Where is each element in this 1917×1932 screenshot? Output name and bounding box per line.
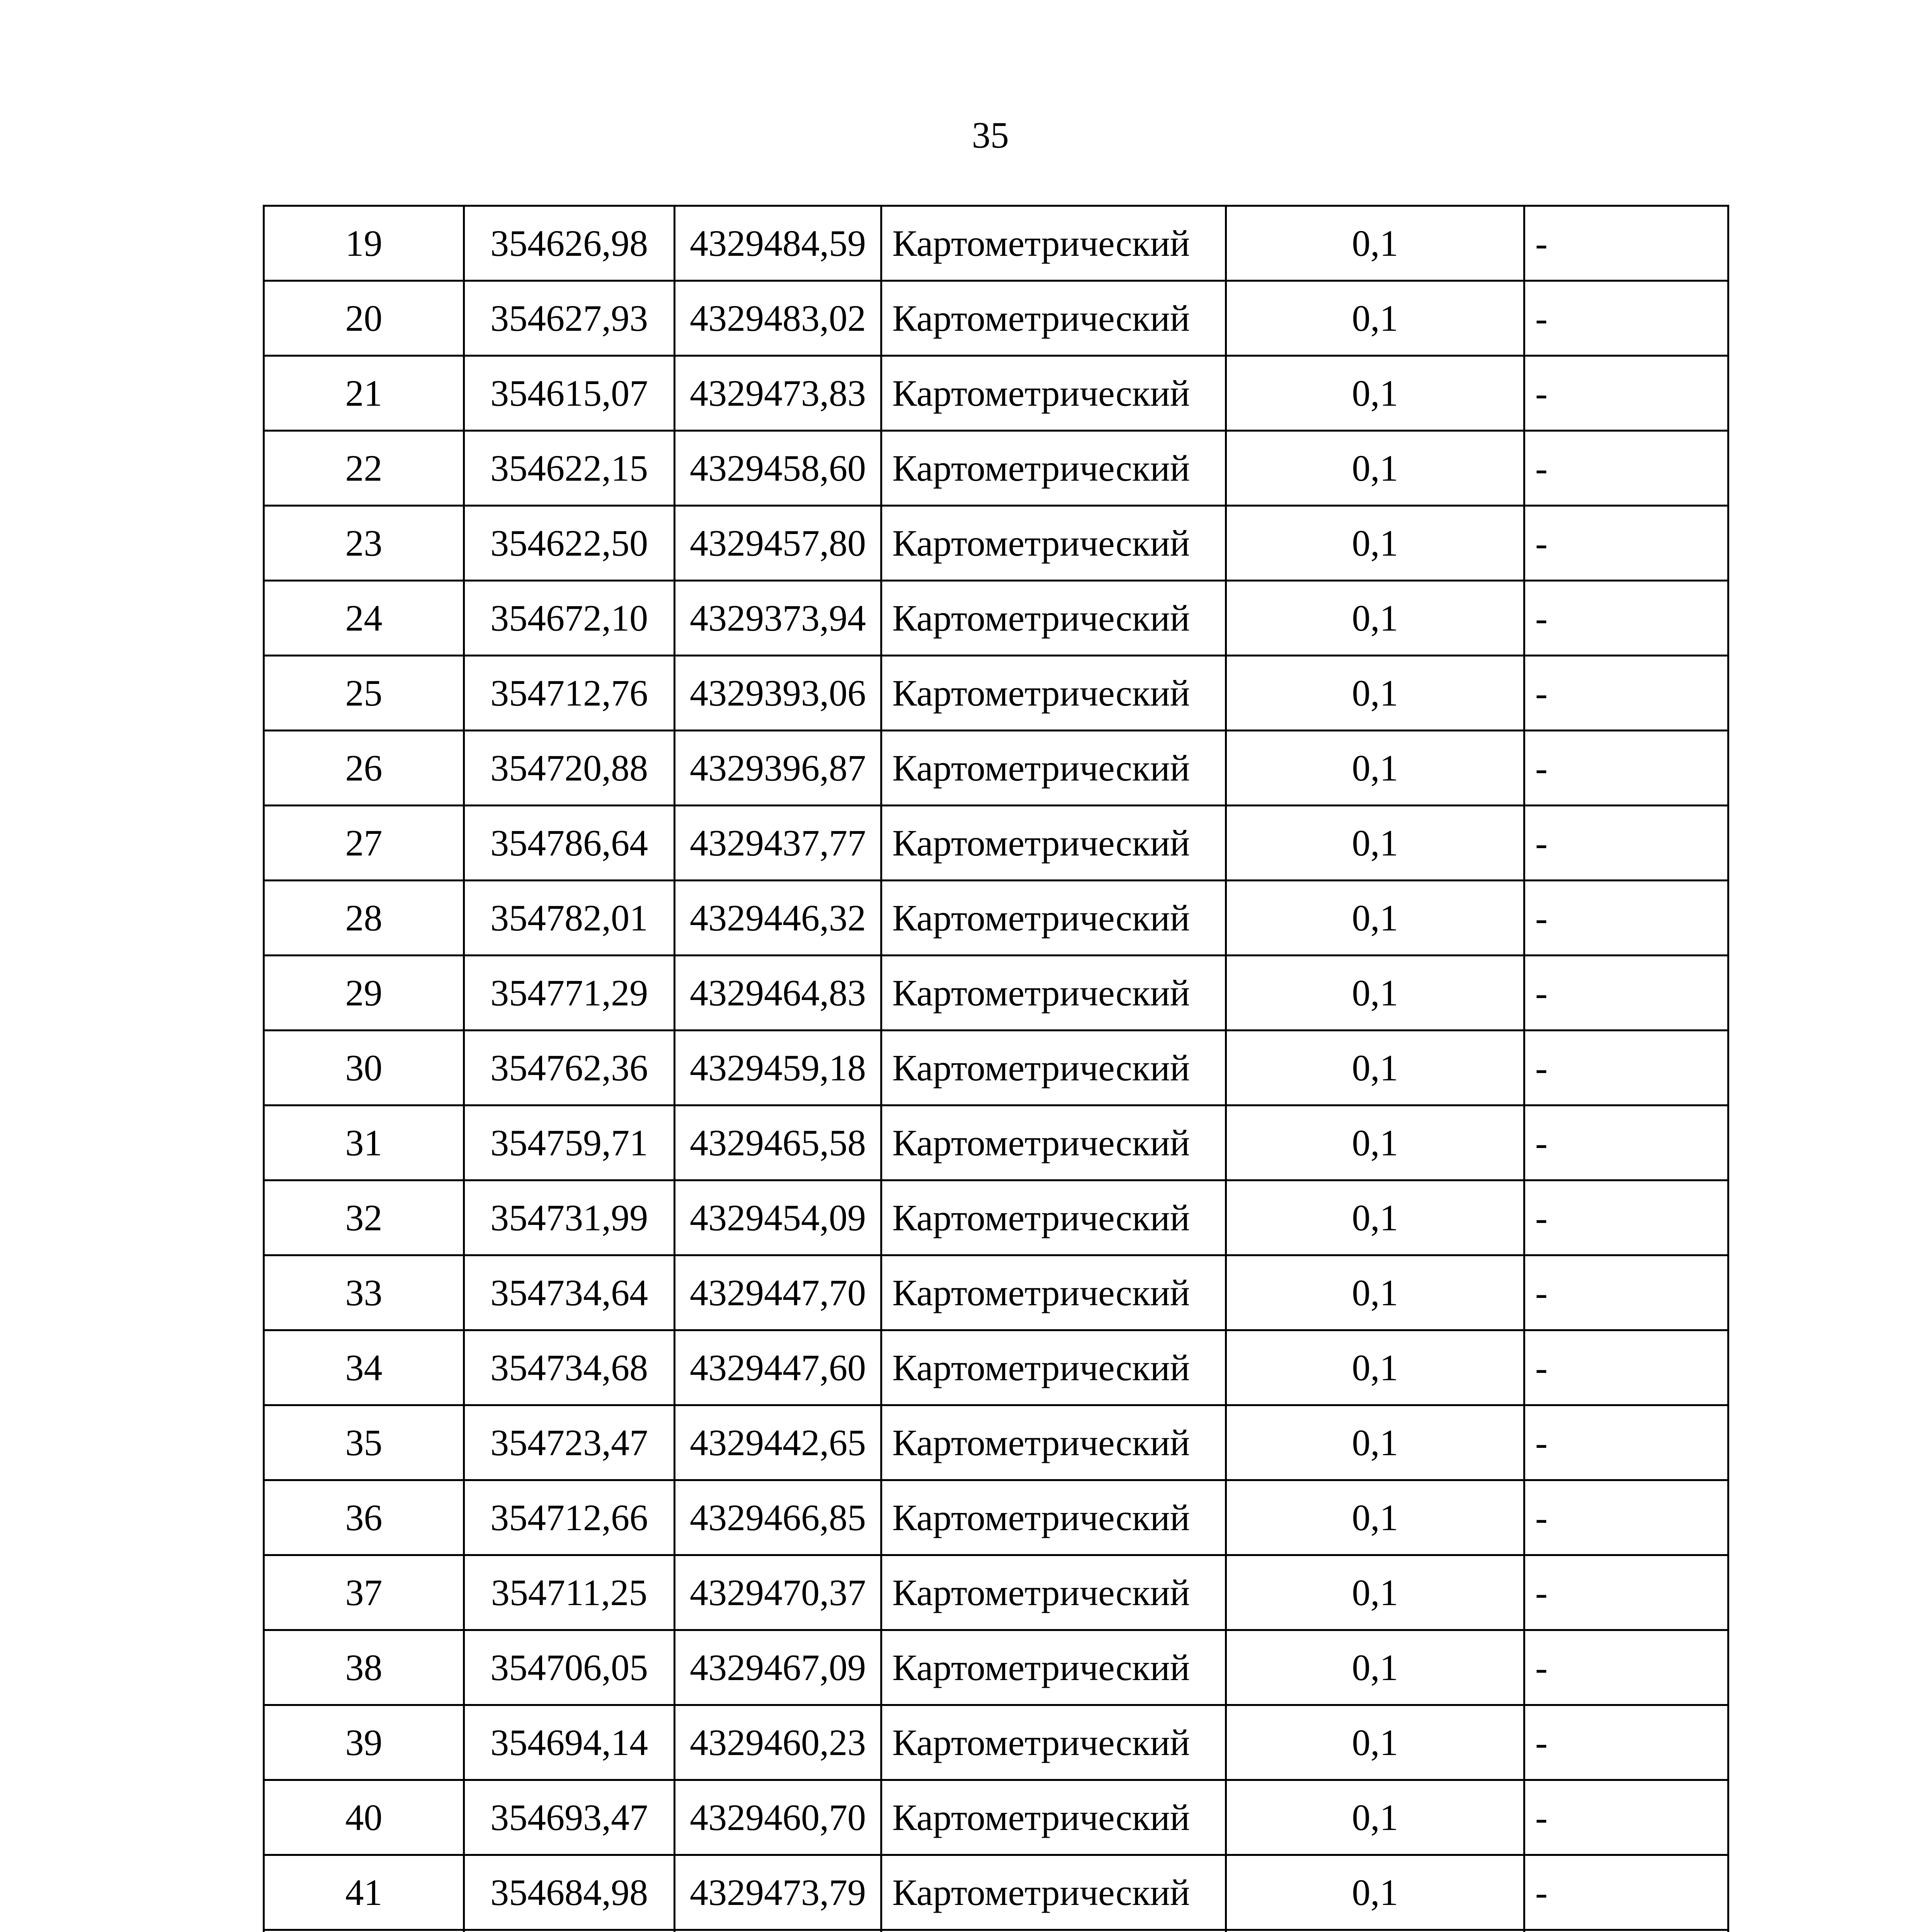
x-coordinate-cell: 354734,64 <box>464 1255 675 1330</box>
x-coordinate-cell: 354693,47 <box>464 1780 675 1855</box>
x-coordinate-cell: 354626,98 <box>464 206 675 281</box>
x-coordinate-cell: 354694,14 <box>464 1705 675 1780</box>
method-cell: Картометрический <box>881 881 1226 956</box>
accuracy-cell: 0,1 <box>1226 1855 1524 1930</box>
y-coordinate-cell: 4329446,32 <box>675 881 881 956</box>
x-coordinate-cell: 354771,29 <box>464 956 675 1031</box>
point-number-cell: 21 <box>264 356 464 431</box>
y-coordinate-cell: 4329393,06 <box>675 656 881 731</box>
table-row <box>264 506 1728 581</box>
description-cell: - <box>1524 1780 1728 1855</box>
table-row <box>264 356 1728 431</box>
accuracy-cell: 0,1 <box>1226 431 1524 506</box>
table-row <box>264 1330 1728 1405</box>
coordinates-table <box>263 205 1729 1932</box>
table-row <box>264 806 1728 881</box>
description-cell: - <box>1524 581 1728 656</box>
y-coordinate-cell: 4329437,77 <box>675 806 881 881</box>
method-cell: Картометрический <box>881 1480 1226 1555</box>
table-row <box>264 1031 1728 1105</box>
page-number: 35 <box>972 114 1009 156</box>
method-cell: Картометрический <box>881 956 1226 1031</box>
x-coordinate-cell: 354782,01 <box>464 881 675 956</box>
description-cell: - <box>1524 1405 1728 1480</box>
method-cell: Картометрический <box>881 581 1226 656</box>
y-coordinate-cell: 4329460,23 <box>675 1705 881 1780</box>
description-cell <box>1524 1930 1728 1932</box>
x-coordinate-cell: 354627,93 <box>464 281 675 356</box>
point-number-cell: 22 <box>264 431 464 506</box>
method-cell: Картометрический <box>881 1105 1226 1180</box>
table-row <box>264 1480 1728 1555</box>
table-row <box>264 1405 1728 1480</box>
description-cell: - <box>1524 956 1728 1031</box>
point-number-cell: 31 <box>264 1105 464 1180</box>
method-cell: Картометрический <box>881 731 1226 806</box>
accuracy-cell: 0,1 <box>1226 1180 1524 1255</box>
accuracy-cell: 0,1 <box>1226 1630 1524 1705</box>
accuracy-cell: 0,1 <box>1226 281 1524 356</box>
point-number-cell: 19 <box>264 206 464 281</box>
accuracy-cell: 0,1 <box>1226 206 1524 281</box>
accuracy-cell: 0,1 <box>1226 1480 1524 1555</box>
description-cell: - <box>1524 1480 1728 1555</box>
x-coordinate-cell: 354672,10 <box>464 581 675 656</box>
point-number-cell: 28 <box>264 881 464 956</box>
point-number-cell: 20 <box>264 281 464 356</box>
y-coordinate-cell <box>675 1930 881 1932</box>
x-coordinate-cell <box>464 1930 675 1932</box>
method-cell <box>881 1930 1226 1932</box>
method-cell: Картометрический <box>881 1031 1226 1105</box>
point-number-cell: 26 <box>264 731 464 806</box>
x-coordinate-cell: 354706,05 <box>464 1630 675 1705</box>
table-row <box>264 1105 1728 1180</box>
x-coordinate-cell: 354762,36 <box>464 1031 675 1105</box>
accuracy-cell: 0,1 <box>1226 1330 1524 1405</box>
method-cell: Картометрический <box>881 281 1226 356</box>
description-cell: - <box>1524 1180 1728 1255</box>
table-row <box>264 881 1728 956</box>
accuracy-cell: 0,1 <box>1226 806 1524 881</box>
accuracy-cell: 0,1 <box>1226 1105 1524 1180</box>
method-cell: Картометрический <box>881 356 1226 431</box>
accuracy-cell: 0,1 <box>1226 656 1524 731</box>
table-row <box>264 1930 1728 1932</box>
description-cell: - <box>1524 356 1728 431</box>
x-coordinate-cell: 354720,88 <box>464 731 675 806</box>
x-coordinate-cell: 354684,98 <box>464 1855 675 1930</box>
accuracy-cell: 0,1 <box>1226 356 1524 431</box>
method-cell: Картометрический <box>881 1255 1226 1330</box>
table-row <box>264 656 1728 731</box>
point-number-cell: 35 <box>264 1405 464 1480</box>
y-coordinate-cell: 4329473,79 <box>675 1855 881 1930</box>
table-row <box>264 1780 1728 1855</box>
accuracy-cell: 0,1 <box>1226 1780 1524 1855</box>
description-cell: - <box>1524 1555 1728 1630</box>
point-number-cell: 32 <box>264 1180 464 1255</box>
accuracy-cell: 0,1 <box>1226 506 1524 581</box>
table-row <box>264 1630 1728 1705</box>
description-cell: - <box>1524 431 1728 506</box>
description-cell: - <box>1524 206 1728 281</box>
accuracy-cell: 0,1 <box>1226 731 1524 806</box>
x-coordinate-cell: 354711,25 <box>464 1555 675 1630</box>
accuracy-cell: 0,1 <box>1226 581 1524 656</box>
point-number-cell: 37 <box>264 1555 464 1630</box>
accuracy-cell: 0,1 <box>1226 1405 1524 1480</box>
description-cell: - <box>1524 1330 1728 1405</box>
y-coordinate-cell: 4329464,83 <box>675 956 881 1031</box>
y-coordinate-cell: 4329483,02 <box>675 281 881 356</box>
y-coordinate-cell: 4329467,09 <box>675 1630 881 1705</box>
point-number-cell: 23 <box>264 506 464 581</box>
description-cell: - <box>1524 731 1728 806</box>
table-row <box>264 1855 1728 1930</box>
point-number-cell: 40 <box>264 1780 464 1855</box>
y-coordinate-cell: 4329396,87 <box>675 731 881 806</box>
x-coordinate-cell: 354786,64 <box>464 806 675 881</box>
point-number-cell: 39 <box>264 1705 464 1780</box>
y-coordinate-cell: 4329458,60 <box>675 431 881 506</box>
point-number-cell <box>264 1930 464 1932</box>
y-coordinate-cell: 4329460,70 <box>675 1780 881 1855</box>
accuracy-cell: 0,1 <box>1226 956 1524 1031</box>
description-cell: - <box>1524 1855 1728 1930</box>
method-cell: Картометрический <box>881 1705 1226 1780</box>
table-body <box>264 206 1728 1932</box>
point-number-cell: 29 <box>264 956 464 1031</box>
y-coordinate-cell: 4329454,09 <box>675 1180 881 1255</box>
table-row <box>264 281 1728 356</box>
point-number-cell: 38 <box>264 1630 464 1705</box>
y-coordinate-cell: 4329484,59 <box>675 206 881 281</box>
x-coordinate-cell: 354759,71 <box>464 1105 675 1180</box>
description-cell: - <box>1524 881 1728 956</box>
table-row <box>264 431 1728 506</box>
table-row <box>264 1555 1728 1630</box>
table-row <box>264 956 1728 1031</box>
y-coordinate-cell: 4329447,60 <box>675 1330 881 1405</box>
point-number-cell: 33 <box>264 1255 464 1330</box>
accuracy-cell: 0,1 <box>1226 881 1524 956</box>
description-cell: - <box>1524 656 1728 731</box>
x-coordinate-cell: 354622,15 <box>464 431 675 506</box>
y-coordinate-cell: 4329373,94 <box>675 581 881 656</box>
description-cell: - <box>1524 506 1728 581</box>
point-number-cell: 34 <box>264 1330 464 1405</box>
table-row <box>264 1180 1728 1255</box>
accuracy-cell: 0,1 <box>1226 1255 1524 1330</box>
description-cell: - <box>1524 1630 1728 1705</box>
description-cell: - <box>1524 806 1728 881</box>
method-cell: Картометрический <box>881 806 1226 881</box>
description-cell: - <box>1524 1105 1728 1180</box>
y-coordinate-cell: 4329447,70 <box>675 1255 881 1330</box>
method-cell: Картометрический <box>881 206 1226 281</box>
method-cell: Картометрический <box>881 1405 1226 1480</box>
x-coordinate-cell: 354615,07 <box>464 356 675 431</box>
table-row <box>264 731 1728 806</box>
point-number-cell: 41 <box>264 1855 464 1930</box>
table-row <box>264 1255 1728 1330</box>
method-cell: Картометрический <box>881 1180 1226 1255</box>
accuracy-cell: 0,1 <box>1226 1705 1524 1780</box>
table-row <box>264 1705 1728 1780</box>
method-cell: Картометрический <box>881 1780 1226 1855</box>
y-coordinate-cell: 4329459,18 <box>675 1031 881 1105</box>
method-cell: Картометрический <box>881 1855 1226 1930</box>
point-number-cell: 24 <box>264 581 464 656</box>
accuracy-cell: 0,1 <box>1226 1555 1524 1630</box>
point-number-cell: 25 <box>264 656 464 731</box>
point-number-cell: 30 <box>264 1031 464 1105</box>
point-number-cell: 27 <box>264 806 464 881</box>
x-coordinate-cell: 354712,66 <box>464 1480 675 1555</box>
x-coordinate-cell: 354622,50 <box>464 506 675 581</box>
x-coordinate-cell: 354723,47 <box>464 1405 675 1480</box>
x-coordinate-cell: 354731,99 <box>464 1180 675 1255</box>
method-cell: Картометрический <box>881 1630 1226 1705</box>
method-cell: Картометрический <box>881 506 1226 581</box>
x-coordinate-cell: 354712,76 <box>464 656 675 731</box>
y-coordinate-cell: 4329465,58 <box>675 1105 881 1180</box>
table-row <box>264 206 1728 281</box>
description-cell: - <box>1524 1255 1728 1330</box>
y-coordinate-cell: 4329457,80 <box>675 506 881 581</box>
accuracy-cell <box>1226 1930 1524 1932</box>
table-row <box>264 581 1728 656</box>
description-cell: - <box>1524 1705 1728 1780</box>
point-number-cell: 36 <box>264 1480 464 1555</box>
method-cell: Картометрический <box>881 656 1226 731</box>
x-coordinate-cell: 354734,68 <box>464 1330 675 1405</box>
description-cell: - <box>1524 1031 1728 1105</box>
description-cell: - <box>1524 281 1728 356</box>
y-coordinate-cell: 4329470,37 <box>675 1555 881 1630</box>
y-coordinate-cell: 4329442,65 <box>675 1405 881 1480</box>
method-cell: Картометрический <box>881 1330 1226 1405</box>
method-cell: Картометрический <box>881 1555 1226 1630</box>
method-cell: Картометрический <box>881 431 1226 506</box>
y-coordinate-cell: 4329466,85 <box>675 1480 881 1555</box>
accuracy-cell: 0,1 <box>1226 1031 1524 1105</box>
y-coordinate-cell: 4329473,83 <box>675 356 881 431</box>
